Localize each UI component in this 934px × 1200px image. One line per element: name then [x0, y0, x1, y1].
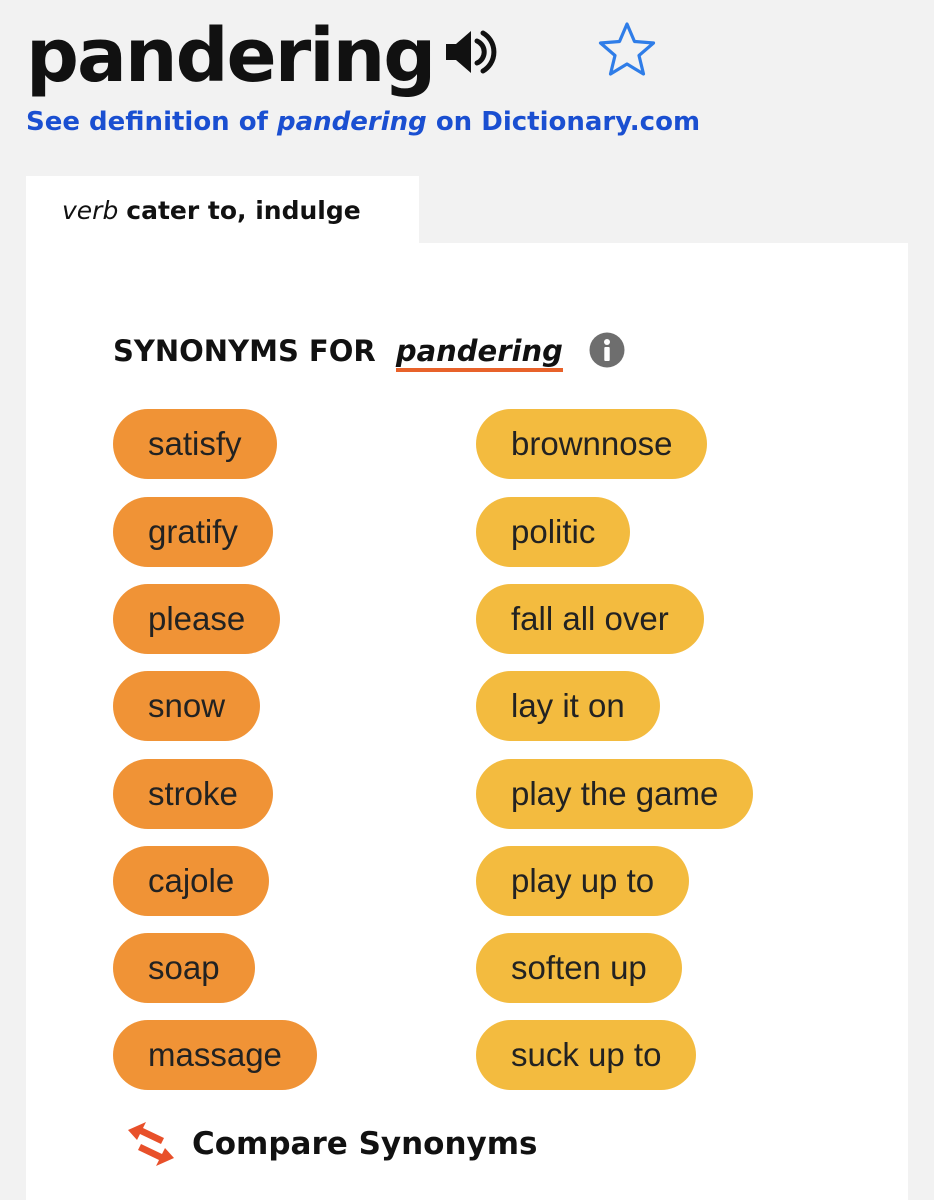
headword: pandering: [26, 13, 435, 99]
sense-tab[interactable]: [26, 176, 419, 246]
see-definition-link[interactable]: [26, 100, 700, 144]
synonym-pill[interactable]: suck up to: [476, 1020, 696, 1090]
synonym-pill[interactable]: stroke: [113, 759, 273, 829]
synonym-pill[interactable]: politic: [476, 497, 630, 567]
synonym-pill[interactable]: lay it on: [476, 671, 660, 741]
synonym-pill[interactable]: satisfy: [113, 409, 277, 479]
synonyms-heading: [113, 326, 563, 376]
synonym-pill[interactable]: brownnose: [476, 409, 707, 479]
synonym-pill[interactable]: please: [113, 584, 280, 654]
definition-link-suffix: on Dictionary.com: [426, 107, 701, 137]
synonym-pill[interactable]: fall all over: [476, 584, 704, 654]
part-of-speech: verb: [62, 196, 119, 225]
speaker-icon[interactable]: [444, 27, 500, 77]
synonyms-heading-prefix: SYNONYMS FOR: [113, 334, 376, 368]
synonym-pill[interactable]: gratify: [113, 497, 273, 567]
definition-link-prefix: See definition of: [26, 107, 277, 137]
synonym-pill[interactable]: soap: [113, 933, 255, 1003]
synonym-pill[interactable]: massage: [113, 1020, 317, 1090]
synonym-pill[interactable]: play up to: [476, 846, 689, 916]
info-icon[interactable]: [589, 332, 625, 368]
star-outline-icon[interactable]: [596, 20, 658, 80]
compare-synonyms-label: Compare Synonyms: [192, 1126, 538, 1162]
definition-link-word: pandering: [276, 107, 427, 137]
swap-arrows-icon: [124, 1120, 178, 1168]
synonyms-heading-word: pandering: [396, 334, 563, 372]
synonym-pill[interactable]: cajole: [113, 846, 269, 916]
synonym-pill[interactable]: soften up: [476, 933, 682, 1003]
synonym-pill[interactable]: play the game: [476, 759, 753, 829]
sense-label: cater to, indulge: [126, 196, 361, 225]
synonym-pill[interactable]: snow: [113, 671, 260, 741]
